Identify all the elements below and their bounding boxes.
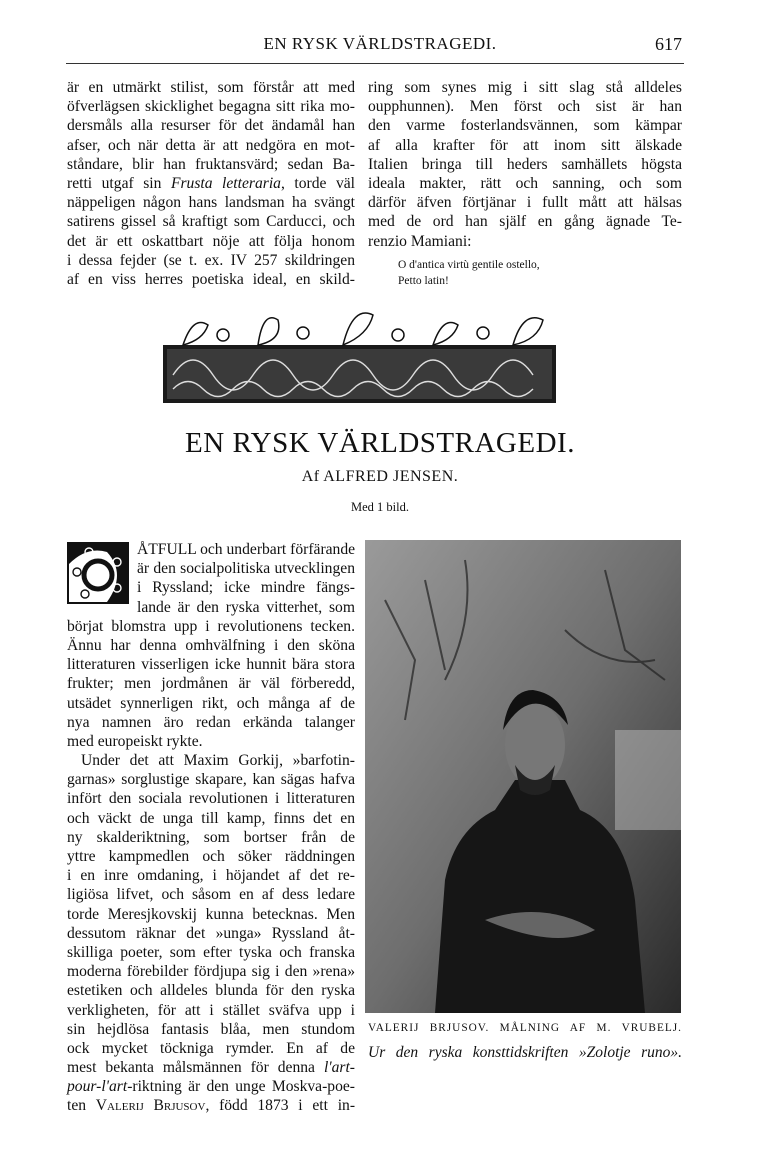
text-line: torde Meresjkovskij kunna betecknas. Men (67, 905, 355, 923)
text-line: med de ord han själf en gång ägnade Te- (368, 213, 682, 231)
text-line: och väckt de unga till kamp, finns det en (67, 809, 355, 827)
text-line: i dessa fejder (se t. ex. IV 257 skildringen (67, 251, 355, 269)
text-line: ny skalderiktning, som bortser från de (67, 828, 355, 846)
text-line: ock mycket töckniga rymder. En af de (67, 1039, 355, 1057)
text-line: börjat blomstra upp i revolutionens tecken. (67, 617, 355, 635)
text-line: öfverlägsen skicklighet begagna sitt rika mo- (67, 98, 355, 116)
text-line: ideala makter, rätt och sanning, och som (368, 174, 682, 192)
text-line: estetiken och alldeles blunda för den ryska (67, 982, 355, 1000)
text-line: är den socialpolitiska utvecklingen (137, 560, 355, 578)
text-line: afser, och när detta är att nedgöra en mot- (67, 136, 355, 154)
text-line: af alla krafter för att inom sitt älskade (368, 136, 682, 154)
text-line: den varme fosterlandsvännen, som kämpar (368, 117, 682, 135)
text-line: skilliga poeter, som efter tyska och franska (67, 943, 355, 961)
text-line: ligiösa lifvet, och såsom en af dess ledare (67, 886, 355, 904)
text-line: Ännu har denna omhvälfning i den sköna (67, 636, 355, 654)
illustration-note: Med 1 bild. (351, 500, 409, 514)
text-line: moderna förebilder fördjupa sig i den »rena» (67, 963, 355, 981)
text-line: infört den sociala revolutionen i litteraturen (67, 790, 355, 808)
article-title: EN RYSK VÄRLDSTRAGEDI. (185, 427, 575, 459)
text-line: ring som synes mig i sitt slag stå alldeles (368, 79, 682, 96)
text-line: är en utmärkt stilist, som förstår att med (67, 79, 355, 96)
text-line: Italien bringa till heders samhällets högsta (368, 155, 682, 173)
text-line: lande är den ryska vitterhet, som (137, 598, 355, 616)
text-line: därför äfven förtjänar i fullt mått att hälsas (368, 194, 682, 212)
header-rule (66, 63, 684, 64)
text-line: dersmåls alla resurser för det ändamål han (67, 117, 355, 135)
text-line: renzio Mamiani: (368, 232, 472, 250)
figure-caption-source: Ur den ryska konsttidskriften »Zolotje runo». (368, 1044, 682, 1061)
running-header-title: EN RYSK VÄRLDSTRAGEDI. (263, 34, 497, 53)
text-line: sin hejdlösa fantasis blåa, men stundom (67, 1020, 355, 1038)
text-line: mest bekanta målsmännen för denna l'art- (67, 1059, 355, 1077)
top-left-column (67, 78, 355, 289)
italian-quote (398, 257, 540, 289)
text-line: yttre kampmedlen och söker räddningen (67, 848, 355, 865)
text-line: utsädet synnerligen rikt, och många af de (67, 694, 355, 712)
text-line: verkligheten, för att i stället sväfva upp i (67, 1001, 355, 1019)
text-line: det är ett oskattbart nöje att följa honom (67, 232, 355, 250)
text-line: näppeligen någon hans landsman ha svängt (67, 194, 355, 212)
text-line: litteraturen visserligen icke hunnit bära stora (67, 656, 355, 674)
top-right-column (368, 78, 682, 251)
text-line: ÅTFULL och underbart förfärande (137, 541, 356, 558)
page-number: 617 (655, 34, 682, 54)
text-line: nya namnen äro redan erkända talanger (67, 713, 355, 731)
quote-line: Petto latin! (398, 275, 449, 287)
text-line: frukter; men jordmånen är väl förberedd, (67, 675, 355, 693)
text-line: Under det att Maxim Gorkij, »barfotin- (81, 752, 355, 770)
quote-line: O d'antica virtù gentile ostello, (398, 259, 540, 271)
text-line: retti utgaf sin Frusta letteraria, torde väl (67, 174, 356, 192)
portrait-painting-image (365, 540, 681, 1013)
text-line: i Ryssland; icke mindre fängs- (137, 579, 355, 597)
text-line: ståndare, blir han fruktansvärd; sedan Ba- (67, 155, 355, 173)
article-body-column (67, 540, 355, 1116)
article-byline: Af ALFRED JENSEN. (301, 468, 459, 485)
text-line: garnas» sorglustige skapare, kan sägas hafva (67, 771, 355, 789)
text-line: dessutom räknar det »unga» Ryssland åt- (67, 924, 355, 942)
text-line: af en viss herres poetiska ideal, en skild- (67, 270, 355, 288)
floral-ornament-banner-image (163, 305, 556, 405)
figure-caption-title: VALERIJ BRJUSOV. MÅLNING AF M. VRUBELJ. (368, 1022, 682, 1034)
text-line: satirens gissel så kraftigt som Carducci, och (67, 213, 355, 231)
text-line: ten Valerij Brjusov, född 1873 i ett in- (67, 1097, 356, 1115)
text-line: pour-l'art-riktning är den unge Moskva-poe- (67, 1078, 355, 1096)
text-line: med europeiskt rykte. (67, 732, 203, 750)
text-line: i en inre omdaning, i höjandet af det re- (67, 867, 355, 885)
text-line: oupphunnen). Men först och sist är han (368, 98, 682, 116)
